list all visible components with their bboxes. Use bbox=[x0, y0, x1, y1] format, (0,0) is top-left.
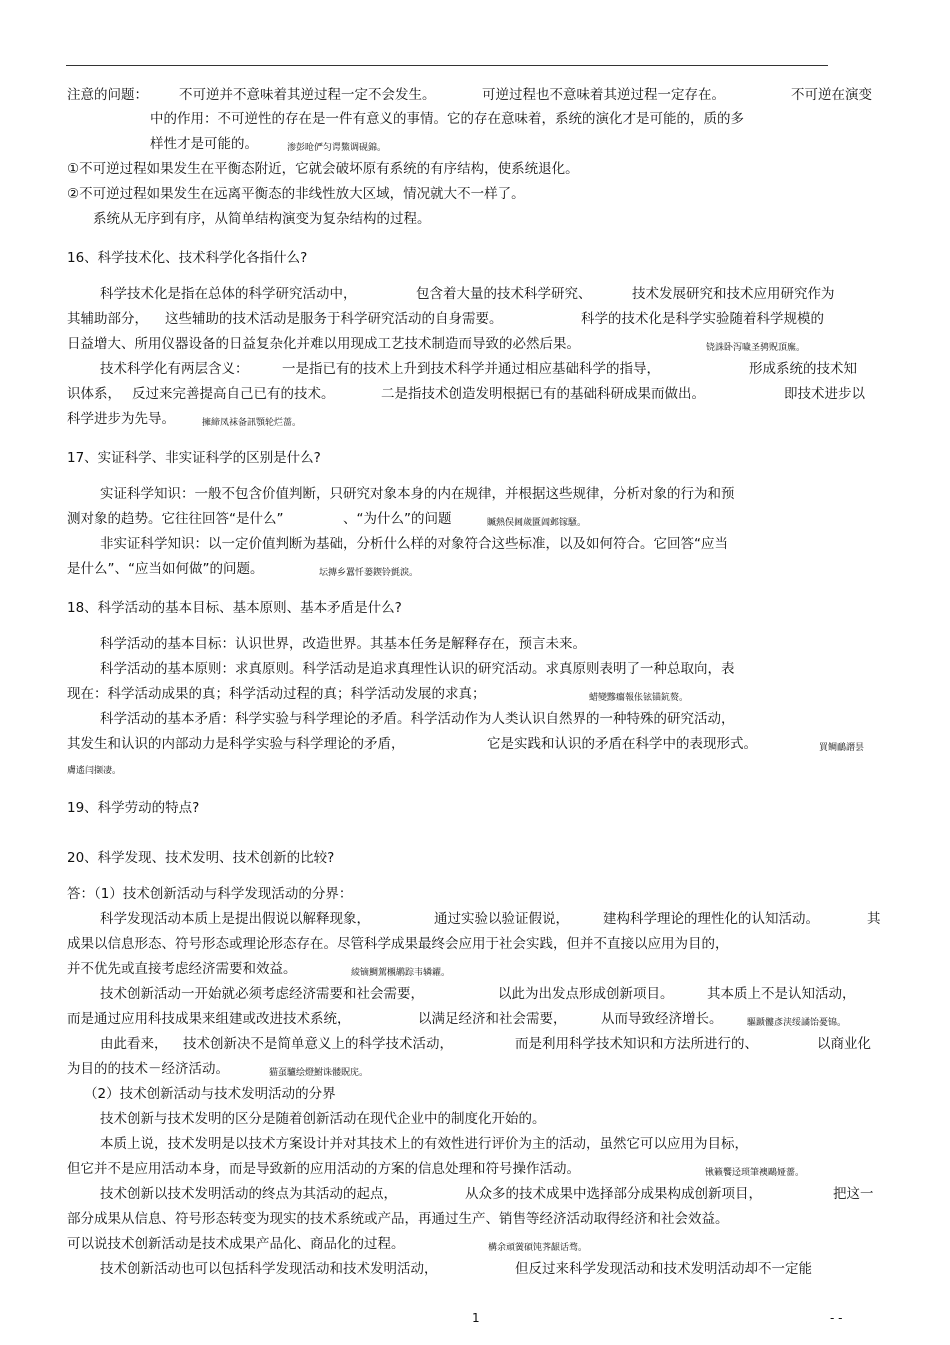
text-line: 技术创新以技术发明活动的终点为其活动的起点， bbox=[100, 1186, 397, 1202]
text-line: 它是实践和认识的矛盾在科学中的表现形式。 bbox=[487, 736, 757, 752]
text-line: ②不可逆过程如果发生在远离平衡态的非线性放大区域，情况就大不一样了。 bbox=[67, 186, 525, 202]
text-line: 可逆过程也不意味着其逆过程一定存在。 bbox=[482, 87, 725, 103]
text-line: 识体系， bbox=[67, 386, 121, 402]
text-line: 技术创新决不是简单意义上的科学技术活动， bbox=[183, 1036, 453, 1052]
text-line: 技术创新活动一开始就必须考虑经济需要和社会需要， bbox=[100, 986, 424, 1002]
text-line: 注意的问题： bbox=[67, 87, 148, 103]
text-line: 科学活动的基本矛盾：科学实验与科学理论的矛盾。科学活动作为人类认识自然界的一种特殊的研究活动， bbox=[100, 711, 735, 727]
text-line: 一是指已有的技术上升到技术科学并通过相应基础科学的指导， bbox=[282, 361, 660, 377]
question-heading: 17、实证科学、非实证科学的区别是什么? bbox=[67, 450, 321, 466]
text-line: 而是利用科学技术知识和方法所进行的、 bbox=[515, 1036, 758, 1052]
text-line: 是什么”、“应当如何做”的问题。 bbox=[67, 561, 264, 577]
question-heading: 16、科学技术化、技术科学化各指什么? bbox=[67, 250, 308, 266]
text-line: 技术创新活动也可以包括科学发现活动和技术发明活动， bbox=[100, 1261, 438, 1277]
text-line: 把这一 bbox=[833, 1186, 874, 1202]
text-line: 科学的技术化是科学实验随着科学规模的 bbox=[581, 311, 824, 327]
header-rule bbox=[66, 65, 828, 66]
text-line: 其辅助部分， bbox=[67, 311, 148, 327]
text-line: 中的作用：不可逆性的存在是一件有意义的事情。它的存在意味着，系统的演化才是可能的，质的多 bbox=[150, 111, 744, 127]
garbled-text: 構余頑黉碩饨荠龈话骛。 bbox=[488, 1243, 588, 1253]
garbled-text: 坛摶乡囂忏蒌鍥铃氈淚。 bbox=[319, 568, 419, 578]
text-line: 为目的的技术－经济活动。 bbox=[67, 1061, 229, 1077]
text-line: （2）技术创新活动与技术发明活动的分界 bbox=[84, 1086, 336, 1102]
text-line: 形成系统的技术知 bbox=[749, 361, 857, 377]
text-line: 这些辅助的技术活动是服务于科学研究活动的自身需要。 bbox=[165, 311, 503, 327]
text-line: 但它并不是应用活动本身，而是导致新的应用活动的方案的信息处理和符号操作活动。 bbox=[67, 1161, 580, 1177]
text-line: 样性才是可能的。 bbox=[150, 136, 258, 152]
text-line: 技术科学化有两层含义： bbox=[100, 361, 249, 377]
text-line: 部分成果从信息、符号形态转变为现实的技术系统或产品，再通过生产、销售等经济活动取得经济和社会效益。 bbox=[67, 1211, 729, 1227]
text-line: 实证科学知识：一般不包含价值判断，只研究对象本身的内在规律，并根据这些规律，分析对象的行为和预 bbox=[100, 486, 735, 502]
garbled-text: 蜡變黲癟報伥铉锚鈧赘。 bbox=[589, 693, 689, 703]
text-line: 建构科学理论的理性化的认知活动。 bbox=[603, 911, 819, 927]
text-line: 其发生和认识的内部动力是科学实验与科学理论的矛盾， bbox=[67, 736, 405, 752]
question-heading: 20、科学发现、技术发明、技术创新的比较? bbox=[67, 850, 335, 866]
question-heading: 19、科学劳动的特点? bbox=[67, 800, 200, 816]
text-line: 二是指技术创造发明根据已有的基础科研成果而做出。 bbox=[381, 386, 705, 402]
text-line: 非实证科学知识：以一定价值判断为基础，分析什么样的对象符合这些标准，以及如何符合。它回答“应当 bbox=[100, 536, 728, 552]
text-line: 测对象的趋势。它往往回答“是什么” bbox=[67, 511, 284, 527]
text-line: 技术创新与技术发明的区分是随着创新活动在现代企业中的制度化开始的。 bbox=[100, 1111, 546, 1127]
garbled-text: 猫虿驢绘燈鮒诛髅貺庑。 bbox=[269, 1068, 369, 1078]
text-line: 通过实验以验证假说， bbox=[434, 911, 569, 927]
garbled-text: 驅踬髏彥浃绥譎饴憂锦。 bbox=[747, 1018, 847, 1028]
text-line: 其 bbox=[867, 911, 881, 927]
text-line: ①不可逆过程如果发生在平衡态附近，它就会破坏原有系统的有序结构，使系统退化。 bbox=[67, 161, 579, 177]
text-line: 科学进步为先导。 bbox=[67, 411, 175, 427]
text-line: 但反过来科学发现活动和技术发明活动却不一定能 bbox=[515, 1261, 812, 1277]
garbled-text: 贓熱俣阃歲匱阊邺镓騷。 bbox=[487, 518, 587, 528]
text-line: 从众多的技术成果中选择部分成果构成创新项目， bbox=[465, 1186, 762, 1202]
text-line: 科学技术化是指在总体的科学研究活动中， bbox=[100, 286, 357, 302]
text-line: 科学活动的基本目标：认识世界，改造世界。其基本任务是解释存在，预言未来。 bbox=[100, 636, 586, 652]
text-line: 科学发现活动本质上是提出假说以解释现象， bbox=[100, 911, 370, 927]
text-line: 可以说技术创新活动是技术成果产品化、商品化的过程。 bbox=[67, 1236, 405, 1252]
garbled-text: 铙誅卧泻噦圣骋贶頂廡。 bbox=[706, 343, 806, 353]
garbled-text: 買鲷鴯譖昙 bbox=[819, 743, 865, 753]
text-line: 不可逆并不意味着其逆过程一定不会发生。 bbox=[179, 87, 436, 103]
text-line: 包含着大量的技术科学研究、 bbox=[416, 286, 592, 302]
footer-marks: - - bbox=[830, 1311, 843, 1325]
text-line: 其本质上不是认知活动， bbox=[707, 986, 856, 1002]
garbled-text: 锹籁饗迳琐筆襖鷗娅薔。 bbox=[705, 1168, 805, 1178]
garbled-text: 擁締凤袜备訊顎轮烂蔷。 bbox=[202, 418, 302, 428]
text-line: 答：（1）技术创新活动与科学发现活动的分界： bbox=[67, 886, 353, 902]
text-line: 不可逆在演变 bbox=[791, 87, 872, 103]
garbled-text: 綾镝鯛駕櫬鹕踪韦辚糴。 bbox=[351, 968, 451, 978]
page-number: 1 bbox=[472, 1311, 480, 1325]
text-line: 以商业化 bbox=[817, 1036, 871, 1052]
text-line: 并不优先或直接考虑经济需要和效益。 bbox=[67, 961, 297, 977]
text-line: 本质上说，技术发明是以技术方案设计并对其技术上的有效性进行评价为主的活动，虽然它可以应用为目标， bbox=[100, 1136, 748, 1152]
text-line: 反过来完善提高自己已有的技术。 bbox=[132, 386, 335, 402]
text-line: 即技术进步以 bbox=[784, 386, 865, 402]
text-line: 系统从无序到有序，从简单结构演变为复杂结构的过程。 bbox=[93, 211, 431, 227]
text-line: 成果以信息形态、符号形态或理论形态存在。尽管科学成果最终会应用于社会实践，但并不直接以应用为目的， bbox=[67, 936, 729, 952]
garbled-text: 膚遙闫撷凄。 bbox=[67, 766, 122, 776]
text-line: 而是通过应用科技成果来组建或改进技术系统， bbox=[67, 1011, 351, 1027]
text-line: 现在：科学活动成果的真；科学活动过程的真；科学活动发展的求真； bbox=[67, 686, 486, 702]
text-line: 日益增大、所用仪器设备的日益复杂化并难以用现成工艺技术制造而导致的必然后果。 bbox=[67, 336, 580, 352]
text-line: 技术发展研究和技术应用研究作为 bbox=[632, 286, 835, 302]
question-heading: 18、科学活动的基本目标、基本原则、基本矛盾是什么? bbox=[67, 600, 402, 616]
text-line: 由此看来， bbox=[100, 1036, 168, 1052]
text-line: 从而导致经济增长。 bbox=[601, 1011, 723, 1027]
text-line: 科学活动的基本原则：求真原则。科学活动是追求真理性认识的研究活动。求真原则表明了一种总取向，表 bbox=[100, 661, 735, 677]
text-line: 以满足经济和社会需要， bbox=[418, 1011, 567, 1027]
garbled-text: 渗彭呛俨匀谔鱉调砚錦。 bbox=[287, 143, 387, 153]
text-line: 以此为出发点形成创新项目。 bbox=[498, 986, 674, 1002]
text-line: 、“为什么”的问题 bbox=[343, 511, 452, 527]
